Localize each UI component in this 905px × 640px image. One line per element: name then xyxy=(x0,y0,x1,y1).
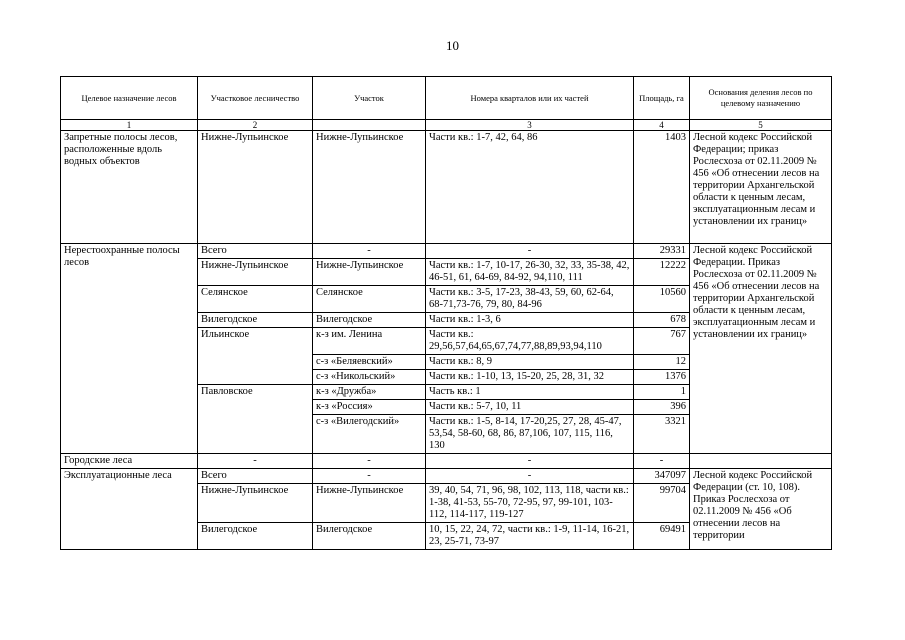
quarters-cell: Часть кв.: 1 xyxy=(426,385,634,400)
quarters-cell: Части кв.: 5-7, 10, 11 xyxy=(426,400,634,415)
forestry-cell: Селянское xyxy=(198,286,313,313)
section-cell: Вилегодское xyxy=(313,313,426,328)
section-cell: - xyxy=(313,469,426,484)
section-cell: Нижне-Лупьинское xyxy=(313,259,426,286)
forestry-cell: Всего xyxy=(198,469,313,484)
quarters-cell: Части кв.: 1-10, 13, 15-20, 25, 28, 31, 32 xyxy=(426,370,634,385)
area-cell: 396 xyxy=(634,400,690,415)
area-cell: 3321 xyxy=(634,415,690,454)
forest-purpose-table xyxy=(60,76,832,550)
section-cell: с-з «Никольский» xyxy=(313,370,426,385)
section-cell: Вилегодское xyxy=(313,523,426,550)
basis-cell: Лесной кодекс Российской Федерации (ст. 10, 108). Приказ Рослесхоза от 02.11.2009 № 456 «Об отнесении лесов на территории xyxy=(690,469,832,550)
quarters-cell: Части кв.: 8, 9 xyxy=(426,355,634,370)
forestry-cell: Вилегодское xyxy=(198,313,313,328)
quarters-cell: Части кв.: 29,56,57,64,65,67,74,77,88,89,93,94,110 xyxy=(426,328,634,355)
area-cell: 10560 xyxy=(634,286,690,313)
area-cell: 1376 xyxy=(634,370,690,385)
purpose-cell: Городские леса xyxy=(61,454,198,469)
header-basis: Основания деления лесов по целевому назначению xyxy=(690,77,832,120)
area-cell: 1403 xyxy=(634,131,690,244)
basis-cell: Лесной кодекс Российской Федерации. Приказ Рослесхоза от 02.11.2009 № 456 «Об отнесении лесов на территории Архангельской области к ценным лесам, эксплуатационным лесам и установлении их границ» xyxy=(690,244,832,454)
quarters-cell: 10, 15, 22, 24, 72, части кв.: 1-9, 11-14, 16-21, 23, 25-71, 73-97 xyxy=(426,523,634,550)
forestry-cell: Ильинское xyxy=(198,328,313,385)
quarters-cell: Части кв.: 1-7, 10-17, 26-30, 32, 33, 35-38, 42, 46-51, 61, 64-69, 84-92, 94,110, 111 xyxy=(426,259,634,286)
area-cell: 99704 xyxy=(634,484,690,523)
section-cell: Селянское xyxy=(313,286,426,313)
section-cell: с-з «Беляевский» xyxy=(313,355,426,370)
section-cell: с-з «Вилегодский» xyxy=(313,415,426,454)
header-forestry: Участковое лесничество xyxy=(198,77,313,120)
area-cell: 12 xyxy=(634,355,690,370)
area-cell: 12222 xyxy=(634,259,690,286)
column-number-row xyxy=(61,120,832,131)
table-row xyxy=(61,454,832,469)
section-cell: - xyxy=(313,454,426,469)
column-number: 1 xyxy=(61,120,198,131)
area-cell: 347097 xyxy=(634,469,690,484)
section-cell: Нижне-Лупьинское xyxy=(313,484,426,523)
basis-cell: Лесной кодекс Российской Федерации; приказ Рослесхоза от 02.11.2009 № 456 «Об отнесении лесов на территории Архангельской области к ценным лесам, эксплуатационным лесам и установлении их границ» xyxy=(690,131,832,244)
section-cell: к-з «Россия» xyxy=(313,400,426,415)
forestry-cell: Нижне-Лупьинское xyxy=(198,259,313,286)
column-number: 4 xyxy=(634,120,690,131)
section-cell: - xyxy=(313,244,426,259)
column-number: 5 xyxy=(690,120,832,131)
quarters-cell: - xyxy=(426,244,634,259)
purpose-cell: Эксплуатационные леса xyxy=(61,469,198,550)
column-number: 2 xyxy=(198,120,313,131)
forestry-cell: Всего xyxy=(198,244,313,259)
header-row xyxy=(61,77,832,120)
quarters-cell: Части кв.: 3-5, 17-23, 38-43, 59, 60, 62-64, 68-71,73-76, 79, 80, 84-96 xyxy=(426,286,634,313)
header-quarters: Номера кварталов или их частей xyxy=(426,77,634,120)
header-area: Площадь, га xyxy=(634,77,690,120)
section-cell: Нижне-Лупьинское xyxy=(313,131,426,244)
quarters-cell: Части кв.: 1-3, 6 xyxy=(426,313,634,328)
area-cell: 29331 xyxy=(634,244,690,259)
forestry-cell: Вилегодское xyxy=(198,523,313,550)
quarters-cell: - xyxy=(426,469,634,484)
forestry-cell: - xyxy=(198,454,313,469)
forestry-cell: Нижне-Лупьинское xyxy=(198,131,313,244)
page-number: 10 xyxy=(446,38,459,53)
header-section: Участок xyxy=(313,77,426,120)
quarters-cell: 39, 40, 54, 71, 96, 98, 102, 113, 118, части кв.: 1-38, 41-53, 55-70, 72-95, 97, 99-101, 103-112, 114-117, 119-127 xyxy=(426,484,634,523)
section-cell: к-з «Дружба» xyxy=(313,385,426,400)
purpose-cell: Запретные полосы лесов, расположенные вдоль водных объектов xyxy=(61,131,198,244)
area-cell: 1 xyxy=(634,385,690,400)
quarters-cell: - xyxy=(426,454,634,469)
area-cell: 767 xyxy=(634,328,690,355)
table-row xyxy=(61,244,832,259)
quarters-cell: Части кв.: 1-5, 8-14, 17-20,25, 27, 28, 45-47, 53,54, 58-60, 68, 86, 87,106, 107, 115, 116, 130 xyxy=(426,415,634,454)
forestry-cell: Павловское xyxy=(198,385,313,454)
column-number xyxy=(313,120,426,131)
area-cell: 678 xyxy=(634,313,690,328)
forestry-cell: Нижне-Лупьинское xyxy=(198,484,313,523)
quarters-cell: Части кв.: 1-7, 42, 64, 86 xyxy=(426,131,634,244)
purpose-cell: Нерестоохранные полосы лесов xyxy=(61,244,198,454)
table-row xyxy=(61,469,832,484)
table-row xyxy=(61,131,832,244)
area-cell: - xyxy=(634,454,690,469)
header-purpose: Целевое назначение лесов xyxy=(61,77,198,120)
column-number: 3 xyxy=(426,120,634,131)
area-cell: 69491 xyxy=(634,523,690,550)
basis-cell xyxy=(690,454,832,469)
section-cell: к-з им. Ленина xyxy=(313,328,426,355)
